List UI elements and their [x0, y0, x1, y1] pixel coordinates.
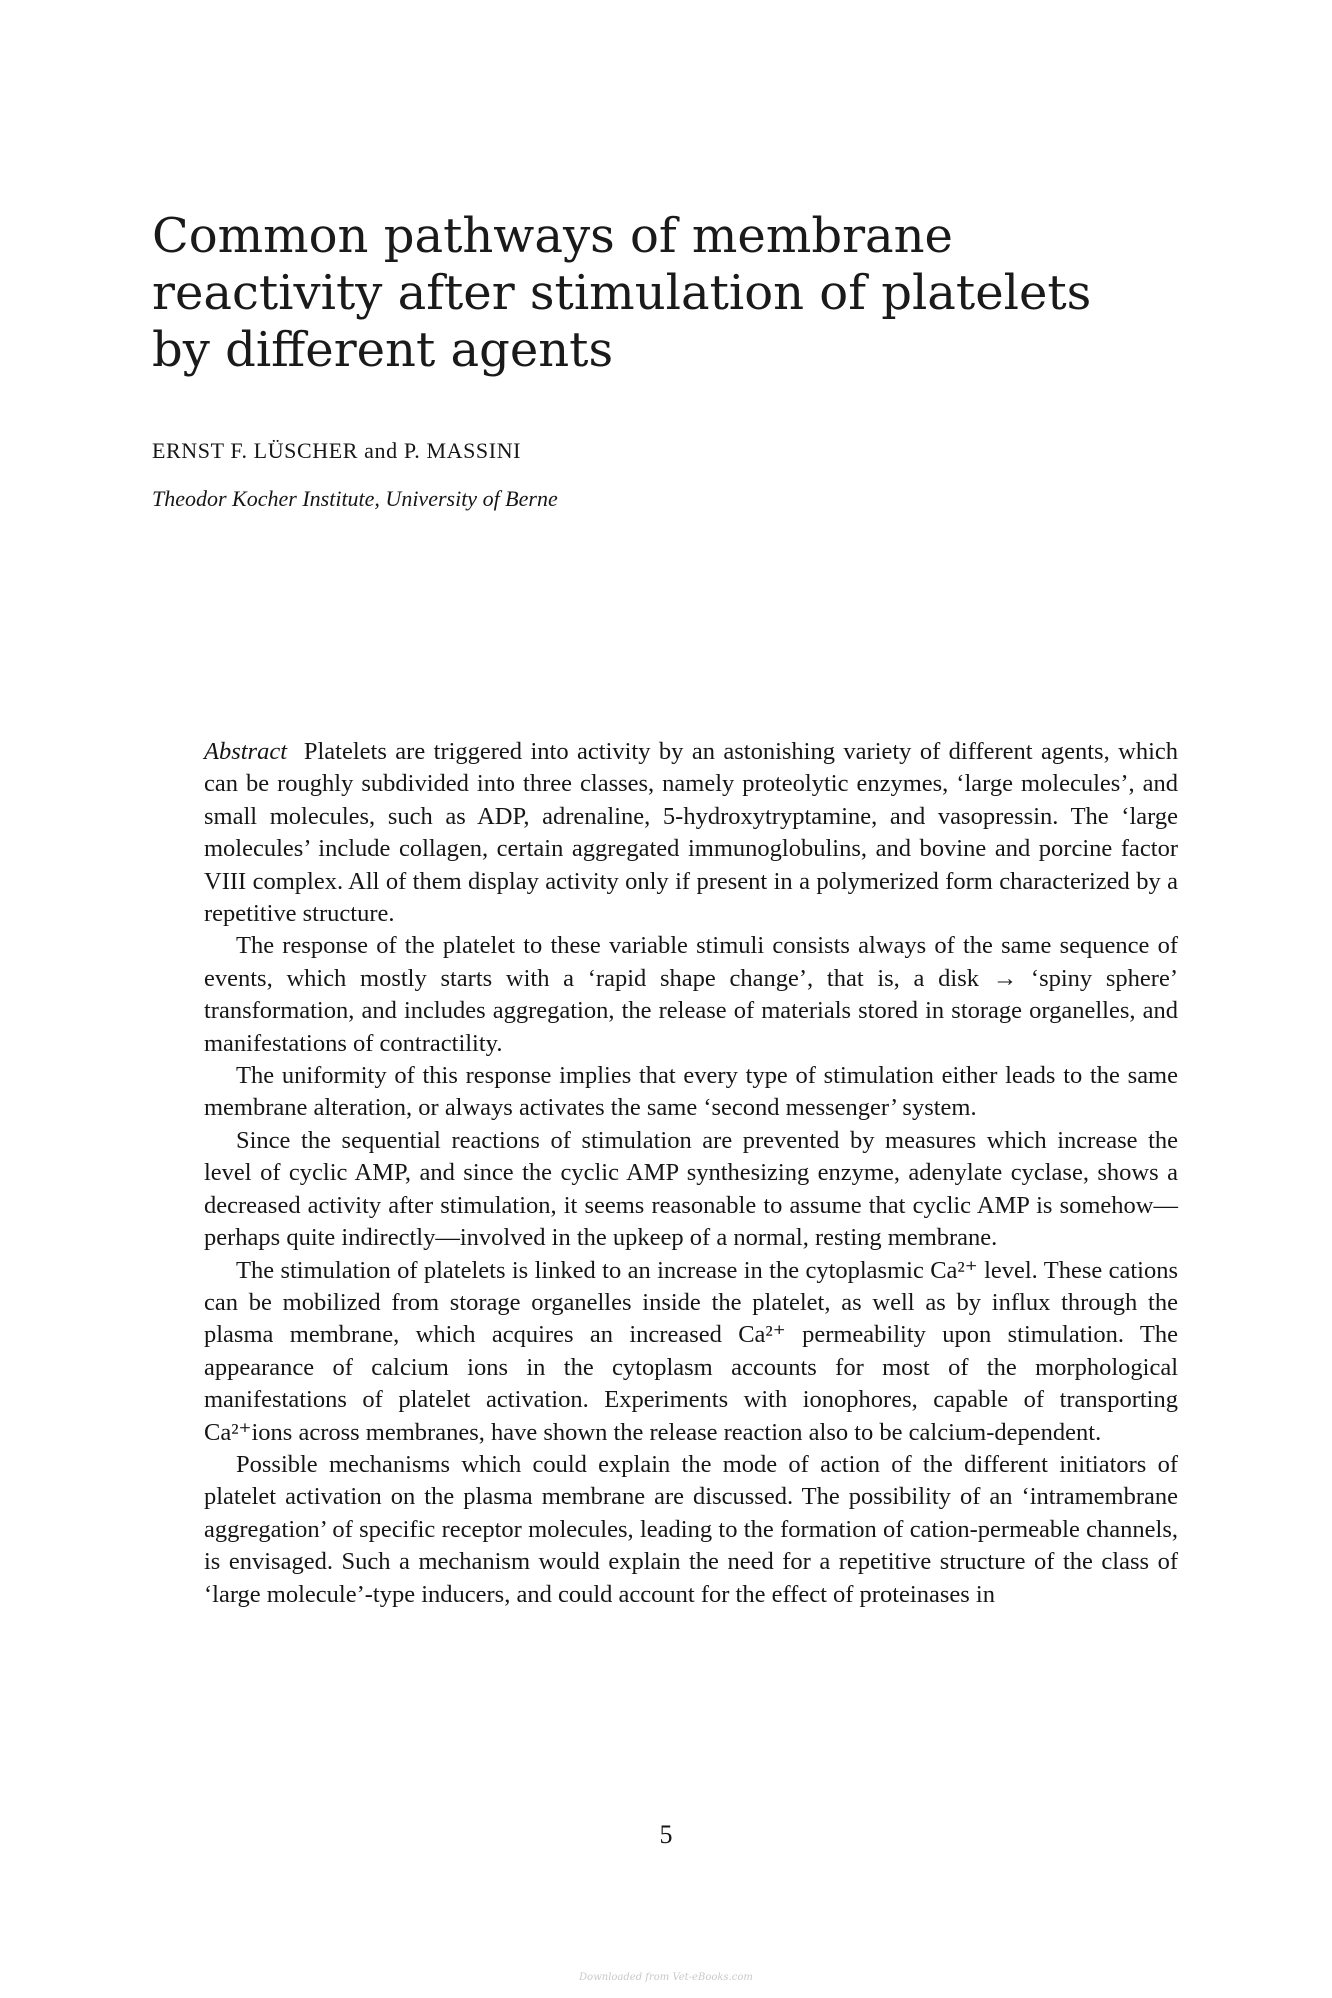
abstract-paragraph: [204, 736, 1178, 930]
author-list: ERNST F. LÜSCHER and P. MASSINI: [152, 438, 522, 463]
abstract-label: Abstract: [204, 738, 288, 765]
abstract-paragraph: Possible mechanisms which could explain the mode of action of the different initiators of platelet activation on the plasma membrane are discussed. The possibility of an ‘intramembrane aggregation’ of specific receptor molecules, leading to the formation of cation-permeable channels, is envisaged. Such a mechanism would explain the need for a repetitive structure of the class of ‘large molecule’-type inducers, and could account for the effect of proteinases in: [204, 1450, 1178, 1608]
paper-title: [152, 208, 1192, 379]
title-line: Common pathways of membrane: [152, 208, 953, 264]
abstract-paragraph: The uniformity of this response implies that every type of stimulation either leads to the same membrane alteration, or always activates the same ‘second messenger’ system.: [204, 1062, 1178, 1122]
download-watermark: Downloaded from Vet-eBooks.com: [579, 1972, 753, 1983]
page-number: 5: [659, 1820, 673, 1849]
abstract-paragraph: Since the sequential reactions of stimulation are prevented by measures which increase the level of cyclic AMP, and since the cyclic AMP synthesizing enzyme, adenylate cyclase, shows a decreased activity after stimulation, it seems reasonable to assume that cyclic AMP is somehow—perhaps quite indirectly—involved in the upkeep of a normal, resting membrane.: [204, 1126, 1178, 1252]
abstract-text: Platelets are triggered into activity by an astonishing variety of different agents, which can be roughly subdivided into three classes, namely proteolytic enzymes, ‘large molecules’, and small molecules, such as ADP, adrenaline, 5-hydroxytryptamine, and vasopressin. The ‘large molecules’ include collagen, certain aggregated immunoglobulins, and bovine and porcine factor VIII complex. All of them display activity only if present in a polymerized form characterized by a repetitive structure.: [204, 738, 1179, 928]
affiliation: Theodor Kocher Institute, University of Berne: [152, 486, 558, 511]
abstract-paragraph: The stimulation of platelets is linked to an increase in the cytoplasmic Ca²⁺ level. These cations can be mobilized from storage organelles inside the platelet, as well as by influx through the plasma membrane, which acquires an increased Ca²⁺ permeability upon stimulation. The appearance of calcium ions in the cytoplasm accounts for most of the morphological manifestations of platelet activation. Experiments with ionophores, capable of transporting Ca²⁺ions across membranes, have shown the release reaction also to be calcium-dependent.: [204, 1256, 1178, 1446]
abstract-paragraph: The response of the platelet to these variable stimuli consists always of the same sequence of events, which mostly starts with a ‘rapid shape change’, that is, a disk → ‘spiny sphere’ transformation, and includes aggregation, the release of materials stored in storage organelles, and manifestations of contractility.: [204, 932, 1178, 1057]
title-line: reactivity after stimulation of platelets: [152, 265, 1092, 321]
abstract-section: [204, 736, 1178, 1611]
title-line: by different agents: [152, 322, 614, 378]
